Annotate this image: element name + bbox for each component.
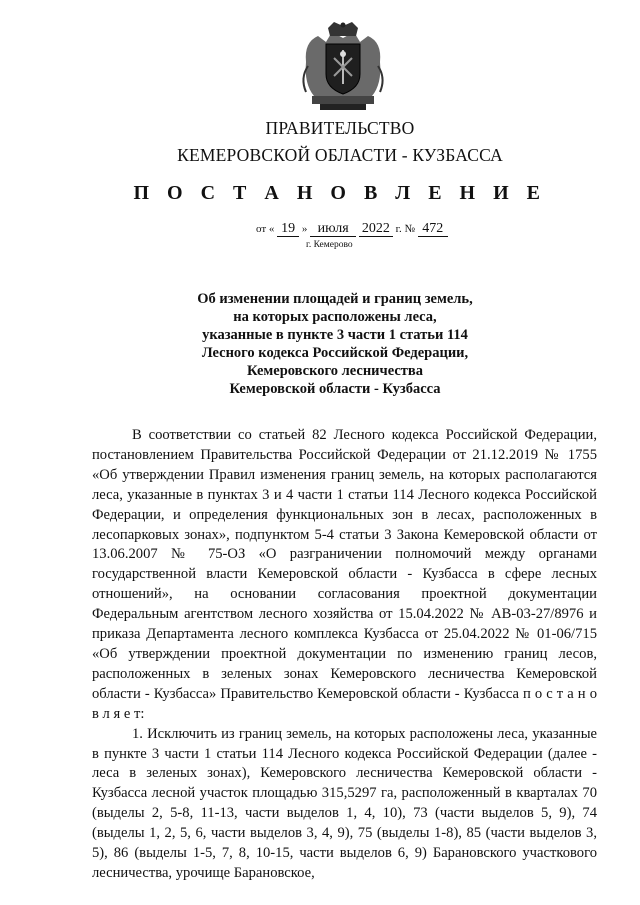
date-quote-close: » [301,223,308,235]
government-name-line-2: КЕМЕРОВСКОЙ ОБЛАСТИ - КУЗБАССА [177,145,503,165]
body-paragraph-item-1: 1. Исключить из границ земель, на которых расположены леса, указанные в пункте 3 части 1 статьи 114 Лесного кодекса Российской Федерации (далее - леса в зеленых зонах), Кемеровского лесничества Кемеровской области - Кузбасса лесной участок площадью 315,5297 га, расположенный в кварталах 70 (выделы 2, 5-8, 11-13, части выделов 1, 4, 10), 73 (части выделов 5, 9), 74 (выделы 1, 2, 5, 6, части выделов 3, 4, 9), 75 (выделы 1-8), 85 (части выделов 3, 5), 86 (выделы 1-5, 7, 8, 10-15, части выделов 6, 9) Барановского участкового лесничества, урочище Барановское, [92,725,597,881]
kuzbass-coat-of-arms-emblem [296,22,390,114]
subject-line: Лесного кодекса Российской Федерации, [201,345,469,361]
body-paragraph-preamble: В соответствии со статьей 82 Лесного кодекса Российской Федерации, постановлением Правительства Российской Федерации от 21.12.2019 № 1755 «Об утверждении Правил изменения границ земель, на которых располагаются леса, указанные в пунктах 3 и 4 части 1 статьи 114 Лесного кодекса Российской Федерации, и определения функциональных зон в лесах, расположенных в лесопарковых зонах», подпунктом 5-4 статьи 3 Закона Кемеровской области от 13.06.2007 № 75-ОЗ «О разграничении полномочий между органами государственной власти Кемеровской области - Кузбасса в сфере лесных отношений», на основании согласования проектной документации Федеральным агентством лесного хозяйства от 15.04.2022 № АВ-03-27/8976 и приказа Департамента лесного комплекса Кузбасса от 25.04.2022 № 01-06/715 «Об утверждении проектной документации по изменению границ лесов, расположенных в зеленых зонах Кемеровского лесничества Кемеровской области - Кузбасса» Правительство Кемеровской области - Кузбасса п о с т а н о в л я е т: [92,427,597,722]
subject-line: Кемеровской области - Кузбасса [229,381,441,397]
date-prefix: от « [256,223,275,235]
subject-line: на которых расположены леса, [233,309,437,325]
number-sign: № [404,223,415,235]
date-year: 2022 [359,222,393,237]
document-type-title: П О С Т А Н О В Л Е Н И Е [133,182,547,204]
government-name-line-1: ПРАВИТЕЛЬСТВО [265,118,415,138]
date-year-suffix: г. [395,223,402,235]
document-date-number-line [256,222,476,237]
date-month: июля [310,222,356,237]
subject-line: указанные в пункте 3 части 1 статьи 114 [202,327,468,343]
document-city: г. Кемерово [306,240,353,250]
subject-line: Об изменении площадей и границ земель, [197,291,473,307]
date-day: 19 [277,222,299,237]
document-body [92,426,597,884]
document-number: 472 [418,222,448,237]
document-subject [150,290,520,398]
subject-line: Кемеровского лесничества [247,363,423,379]
